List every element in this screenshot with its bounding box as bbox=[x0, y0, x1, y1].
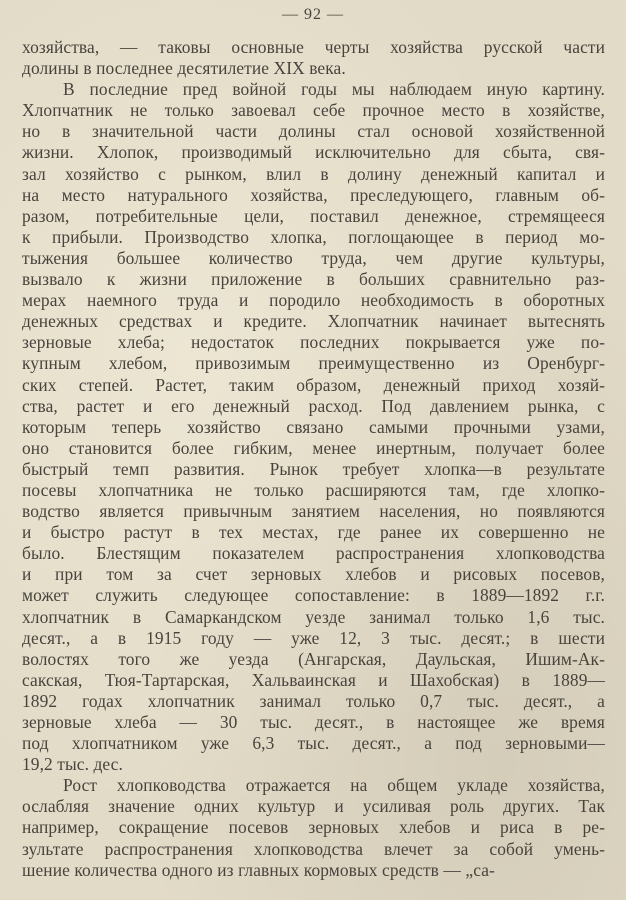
text-line: ских степей. Растет, таким образом, денежный приход хозяй- bbox=[22, 374, 605, 395]
text-line: долины в последнее десятилетие XIX века. bbox=[22, 58, 346, 79]
text-line: хлопчатник в Самаркандском уезде занимал только 1,6 тыс. bbox=[22, 606, 605, 627]
text-line: может служить следующее сопоставление: в 1889—1892 г.г. bbox=[22, 585, 605, 606]
text-line: зерновые хлеба; недостаток последних покрывается уже по- bbox=[22, 332, 605, 353]
text-line: зультате распространения хлопководства влечет за собой умень- bbox=[22, 838, 605, 859]
text-line: хозяйства, — таковы основные черты хозяйства русской части bbox=[22, 37, 605, 57]
paragraph bbox=[22, 79, 605, 775]
text-line: денежных средствах и кредите. Хлопчатник начинает вытеснять bbox=[22, 311, 605, 332]
text-line: водство является привычным занятием населения, но появляются bbox=[22, 501, 605, 522]
page-number: — 92 — bbox=[282, 6, 344, 23]
text-line: Хлопчатник не только завоевал себе прочное место в хозяйстве, bbox=[22, 100, 605, 121]
text-line: ства, растет и его денежный расход. Под давлением рынка, с bbox=[22, 395, 605, 416]
text-line: сакская, Тюя-Тартарская, Хальваинская и Шахобская) в 1889— bbox=[22, 669, 605, 690]
text-line: и при том за счет зерновых хлебов и рисовых посевов, bbox=[22, 564, 605, 585]
text-line: жизни. Хлопок, производимый исключительно для сбыта, свя- bbox=[22, 142, 605, 163]
paragraph bbox=[22, 37, 605, 79]
text-line: волостях того же уезда (Ангарская, Даульская, Ишим-Ак- bbox=[22, 648, 605, 669]
text-line: 19,2 тыс. дес. bbox=[22, 754, 123, 775]
text-line: на место натурального хозяйства, преследующего, главным об- bbox=[22, 184, 605, 205]
text-line: например, сокращение посевов зерновых хлебов и риса в ре- bbox=[22, 817, 605, 838]
text-line: и быстро растут в тех местах, где ранее их совершенно не bbox=[22, 522, 605, 543]
text-line: Рост хлопководства отражается на общем укладе хозяйства, bbox=[63, 775, 605, 796]
text-line: десят., а в 1915 году — уже 12, 3 тыс. десят.; в шести bbox=[22, 627, 605, 648]
text-line: быстрый темп развития. Рынок требует хлопка—в результате bbox=[22, 458, 605, 479]
text-line: вызвало к жизни приложение в больших сравнительно раз- bbox=[22, 269, 605, 290]
text-line: разом, потребительные цели, поставил денежное, стремящееся bbox=[22, 205, 605, 226]
text-line: посевы хлопчатника не только расширяются там, где хлопко- bbox=[22, 479, 605, 500]
paragraph bbox=[22, 775, 605, 880]
text-line: ослабляя значение одних культур и усиливая роль других. Так bbox=[22, 796, 605, 817]
text-line: зерновые хлеба — 30 тыс. десят., в настоящее же время bbox=[22, 712, 605, 732]
text-line: тыжения большее количество труда, чем другие культуры, bbox=[22, 247, 605, 268]
text-line: которым теперь хозяйство связано самыми прочными узами, bbox=[22, 416, 605, 437]
text-line: под хлопчатником уже 6,3 тыс. десят., а под зерновыми— bbox=[22, 733, 605, 754]
text-line: шение количества одного из главных кормовых средств — „са- bbox=[22, 859, 495, 880]
body-text bbox=[22, 37, 605, 881]
text-line: 1892 годах хлопчатник занимал только 0,7 тыс. десят., а bbox=[22, 690, 605, 711]
text-line: оно становится более гибким, менее инертным, получает более bbox=[22, 437, 605, 458]
text-line: мерах наемного труда и породило необходимость в оборотных bbox=[22, 290, 605, 311]
text-line: зал хозяйство с рынком, влил в долину денежный капитал и bbox=[22, 163, 605, 184]
text-line: было. Блестящим показателем распространения хлопководства bbox=[22, 543, 605, 564]
text-line: к прибыли. Производство хлопка, поглощающее в период мо- bbox=[22, 226, 605, 247]
text-line: В последние пред войной годы мы наблюдаем иную картину. bbox=[63, 79, 605, 100]
text-line: купным хлебом, привозимым преимущественно из Оренбург- bbox=[22, 353, 605, 374]
text-line: но в значительной части долины стал основой хозяйственной bbox=[22, 121, 605, 142]
